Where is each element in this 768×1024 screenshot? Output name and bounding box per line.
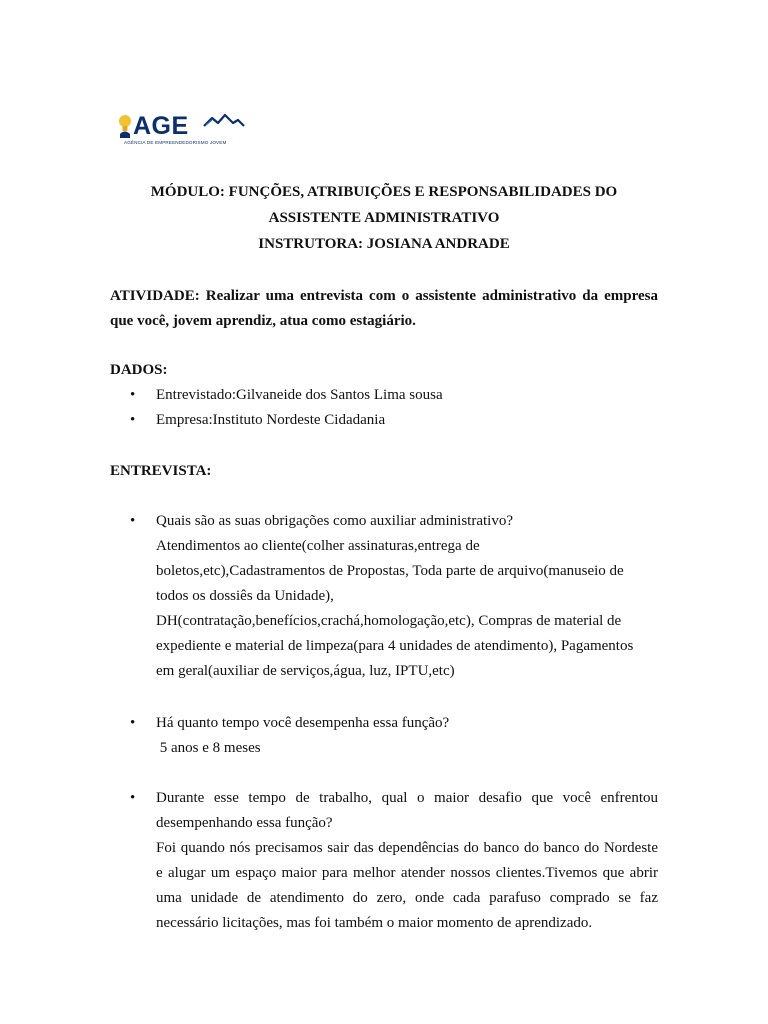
bullet-icon: • [130, 513, 136, 529]
answer-1-line: boletos,etc),Cadastramentos de Propostas, Toda parte de arquivo(manuseio de [156, 563, 624, 579]
title-line-2: ASSISTENTE ADMINISTRATIVO [268, 210, 500, 226]
answer-1-line: todos os dossiês da Unidade), [156, 588, 334, 604]
dados-heading [110, 359, 658, 384]
lightbulb-person-icon [119, 115, 131, 138]
interviewee-text: Entrevistado:Gilvaneide dos Santos Lima sousa [156, 387, 443, 403]
answer-1-line: Atendimentos ao cliente(colher assinaturas,entrega de [156, 538, 480, 554]
bullet-icon: • [130, 387, 136, 403]
mountains-icon [204, 115, 244, 126]
activity-line-1: ATIVIDADE: Realizar uma entrevista com o assistente administrativo da empresa [110, 288, 658, 304]
bullet-icon: • [130, 790, 136, 806]
entrevista-heading [110, 460, 658, 485]
answer-3-line: Foi quando nós precisamos sair das dependências do banco do banco do Nordeste [156, 840, 658, 856]
activity-line-2: que você, jovem aprendiz, atua como estagiário. [110, 313, 416, 329]
logo-brand-text: AGE [133, 112, 189, 140]
dados-heading-text: DADOS: [110, 362, 168, 378]
answer-3-line: uma unidade de atendimento do zero, onde cada parafuso comprado se faz [156, 890, 658, 906]
instructor-line: INSTRUTORA: JOSIANA ANDRADE [258, 236, 510, 252]
company-text: Empresa:Instituto Nordeste Cidadania [156, 412, 386, 428]
bullet-icon: • [130, 412, 136, 428]
module-title [110, 182, 658, 260]
answer-1-line: em geral(auxiliar de serviços,água, luz, IPTU,etc) [156, 663, 455, 679]
activity-paragraph [110, 285, 658, 335]
title-line-1: MÓDULO: FUNÇÕES, ATRIBUIÇÕES E RESPONSABILIDADES DO [150, 184, 618, 200]
answer-3-line: necessário licitações, mas foi também o maior momento de aprendizado. [156, 915, 593, 931]
answer-2-text: 5 anos e 8 meses [156, 740, 261, 756]
answer-1-line: expediente e material de limpeza(para 4 unidades de atendimento), Pagamentos [156, 638, 634, 654]
answer-3-line: e alugar um espaço maior para melhor atender nossos clientes.Tivemos que abrir [156, 865, 658, 881]
answer-1-line: DH(contratação,benefícios,crachá,homologação,etc), Compras de material de [156, 613, 622, 629]
question-3-line: Durante esse tempo de trabalho, qual o maior desafio que você enfrentou [156, 790, 658, 806]
entrevista-heading-text: ENTREVISTA: [110, 463, 212, 479]
question-2-text: Há quanto tempo você desempenha essa função? [156, 715, 450, 731]
age-logo-graphic [116, 110, 256, 140]
question-1-text: Quais são as suas obrigações como auxiliar administrativo? [156, 513, 513, 529]
logo-subtitle: AGÊNCIA DE EMPREENDEDORISMO JOVEM [124, 140, 227, 145]
question-3-line: desempenhando essa função? [156, 815, 333, 831]
age-logo [116, 110, 256, 152]
bullet-icon: • [130, 715, 136, 731]
